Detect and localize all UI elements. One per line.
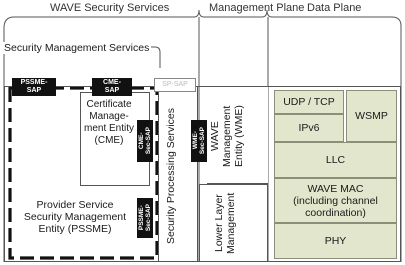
phy-block: PHY [274,223,397,259]
udp-tcp-block: UDP / TCP [274,90,344,114]
cme-sec-sap: CME- Sec-SAP [137,120,153,162]
lower-layer-label: Lower Layer Management [213,192,237,254]
header-data-plane: Data Plane [307,2,362,14]
header-management-plane: Management Plane [209,2,305,14]
security-processing-services-label: Security Processing Services [165,108,177,244]
pssme-label: Provider Service Security Management Entity (PSSME) [23,199,127,235]
wave-mac-block: WAVE MAC (including channel coordination) [274,178,397,223]
wme-sec-sap: WME- Sec-SAP [191,120,207,162]
pssme-sap: PSSME- SAP [12,78,56,96]
ipv6-block: IPv6 [274,114,344,142]
security-management-services-label: Security Management Services [4,42,150,54]
wsmp-block: WSMP [346,90,397,142]
cme-sap: CME- SAP [92,78,132,96]
llc-block: LLC [274,142,397,178]
cme-label: Certificate Manage- ment Entity (CME) [83,99,135,146]
header-wave-security-services: WAVE Security Services [50,2,170,14]
wme-label: WAVE Management Entity (WME) [209,105,245,167]
pssme-sec-sap: PSSME- Sec-SAP [137,198,153,238]
sp-sap: SP-SAP [154,78,196,92]
